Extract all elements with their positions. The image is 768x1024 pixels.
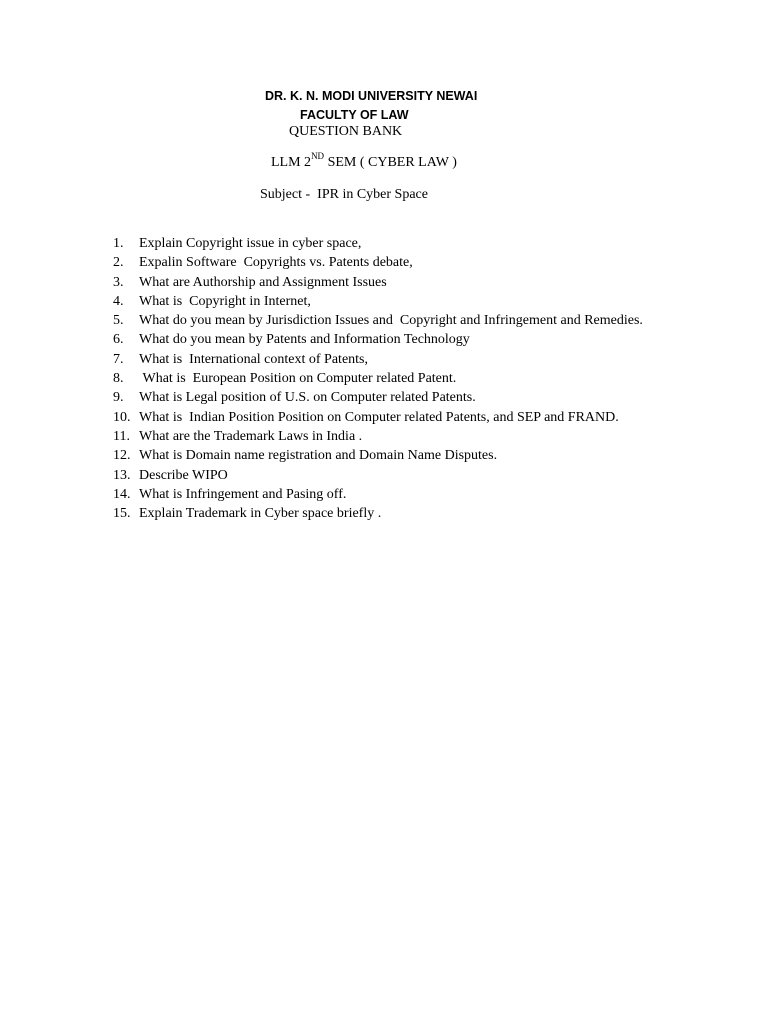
question-text: Expalin Software Copyrights vs. Patents debate, [139, 255, 413, 271]
question-text: What do you mean by Patents and Information Technology [139, 332, 470, 348]
question-item [113, 292, 713, 311]
question-number: 7. [113, 351, 124, 367]
question-text: Explain Trademark in Cyber space briefly . [139, 506, 382, 522]
course-title [271, 151, 457, 172]
question-item [113, 408, 713, 427]
course-superscript: ND [311, 151, 325, 162]
question-text: What is Copyright in Internet, [139, 293, 311, 309]
question-item [113, 466, 713, 485]
question-item [113, 330, 713, 349]
question-item [113, 369, 713, 388]
question-number: 3. [113, 274, 124, 290]
question-item [113, 273, 713, 292]
question-number: 12. [113, 448, 131, 464]
question-number: 5. [113, 313, 124, 329]
question-number: 10. [113, 409, 131, 425]
question-number: 13. [113, 467, 131, 483]
question-item [113, 253, 713, 272]
question-number: 6. [113, 332, 124, 348]
question-number: 1. [113, 236, 124, 251]
question-number: 11. [113, 428, 130, 444]
question-text: What is Indian Position Position on Computer related Patents, and SEP and FRAND. [139, 409, 619, 425]
question-text: Describe WIPO [139, 467, 228, 483]
course-prefix: LLM 2 [271, 155, 312, 170]
question-number: 9. [113, 390, 124, 406]
document-title: QUESTION BANK [289, 124, 403, 139]
question-item [113, 234, 713, 253]
question-text: What is International context of Patents, [139, 351, 368, 367]
question-item [113, 427, 713, 446]
question-text: What are Authorship and Assignment Issues [139, 274, 387, 290]
question-text: What do you mean by Jurisdiction Issues and Copyright and Infringement and Remedies. [139, 313, 643, 329]
question-text: What is European Position on Computer related Patent. [139, 371, 457, 387]
question-number: 8. [113, 371, 124, 387]
question-text: What is Infringement and Pasing off. [139, 486, 347, 502]
question-number: 15. [113, 506, 131, 522]
question-item [113, 485, 713, 504]
question-item [113, 350, 713, 369]
question-text: What is Legal position of U.S. on Computer related Patents. [139, 390, 476, 406]
question-item [113, 446, 713, 465]
question-text: What is Domain name registration and Domain Name Disputes. [139, 448, 498, 464]
question-number: 14. [113, 486, 131, 502]
university-name: DR. K. N. MODI UNIVERSITY NEWAI [265, 89, 478, 103]
question-text: What are the Trademark Laws in India . [139, 428, 363, 444]
question-text: Explain Copyright issue in cyber space, [139, 236, 362, 251]
subject-line: Subject - IPR in Cyber Space [260, 187, 428, 202]
question-item [113, 504, 713, 523]
question-number: 2. [113, 255, 124, 271]
course-suffix: SEM ( CYBER LAW ) [324, 155, 457, 170]
question-number: 4. [113, 293, 124, 309]
question-list [113, 234, 713, 523]
question-item [113, 388, 713, 407]
question-item [113, 311, 713, 330]
faculty-name: FACULTY OF LAW [300, 108, 409, 122]
